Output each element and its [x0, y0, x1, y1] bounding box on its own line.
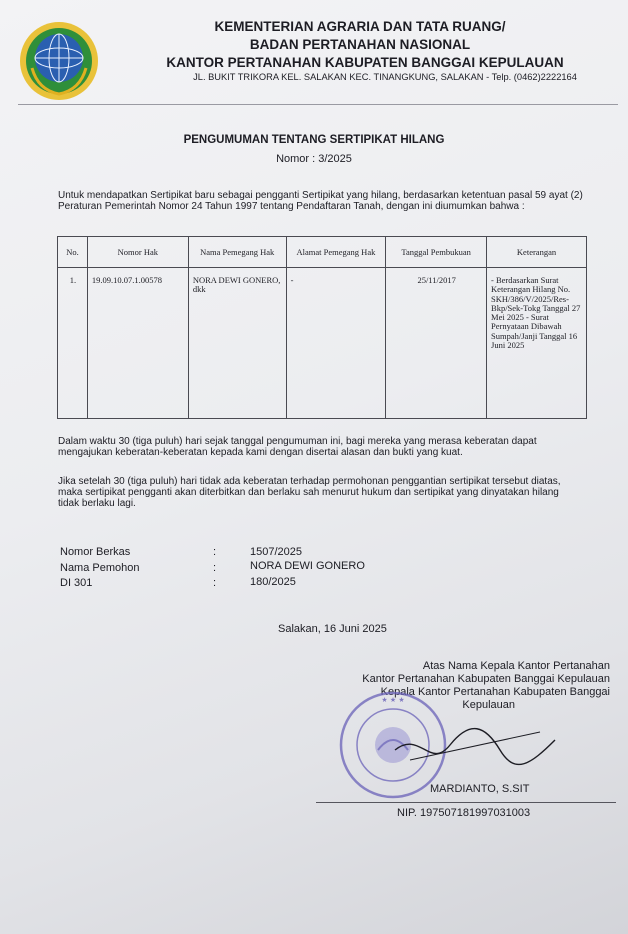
cell-nama: NORA DEWI GONERO, dkk	[188, 268, 286, 419]
column-header: Tanggal Pembukuan	[386, 237, 487, 268]
signatory-name: MARDIANTO, S.SIT	[430, 783, 530, 795]
header-divider	[18, 104, 618, 105]
bpn-logo-icon	[18, 20, 100, 102]
replacement-paragraph: Jika setelah 30 (tiga puluh) hari tidak ada keberatan terhadap permohonan penggantian sertipikat tersebut diatas, maka sertipikat pengganti akan diterbitkan dan berlaku sah menurut hukum dan sertipikat yang dinyatakan hilang tidak berlaku lagi.	[58, 476, 561, 509]
detail-colon: :	[213, 577, 217, 589]
header-office: KANTOR PERTANAHAN KABUPATEN BANGGAI KEPULAUAN	[166, 55, 564, 70]
detail-label: Nama Pemohon	[60, 562, 140, 574]
certificate-table	[57, 236, 587, 419]
detail-label: DI 301	[60, 577, 93, 589]
detail-value: 1507/2025	[250, 546, 302, 558]
column-header: Alamat Pemegang Hak	[286, 237, 386, 268]
cell-no: 1.	[58, 268, 88, 419]
svg-text:★ ★ ★: ★ ★ ★	[381, 696, 405, 704]
signature-divider	[316, 802, 616, 803]
signatory-line: Atas Nama Kepala Kantor Pertanahan	[422, 660, 610, 672]
cell-keterangan: - Berdasarkan Surat Keterangan Hilang No. SKH/386/V/2025/Res-Bkp/Sek-Tokg Tanggal 27 Mei 2025 - Surat Pernyataan Dibawah Sumpah/Janji Tanggal 16 Juni 2025	[487, 268, 587, 419]
signatory-nip: NIP. 197507181997031003	[397, 807, 531, 819]
header-agency: BADAN PERTANAHAN NASIONAL	[249, 37, 471, 52]
document-number: Nomor : 3/2025	[276, 153, 352, 165]
signatory-line: Kepulauan	[462, 699, 515, 711]
cell-tanggal: 25/11/2017	[386, 268, 487, 419]
header-ministry: KEMENTERIAN AGRARIA DAN TATA RUANG/	[214, 19, 506, 34]
detail-value: NORA DEWI GONERO	[250, 560, 365, 572]
objection-paragraph: Dalam waktu 30 (tiga puluh) hari sejak tanggal pengumuman ini, bagi mereka yang merasa keberatan dapat mengajukan keberatan-keberatan kepada kami dengan disertai alasan dan bukti yang kuat.	[58, 436, 537, 458]
signature-scribble-icon	[390, 720, 560, 780]
header-address: JL. BUKIT TRIKORA KEL. SALAKAN KEC. TINANGKUNG, SALAKAN - Telp. (0462)2222164	[193, 72, 577, 82]
intro-paragraph: Untuk mendapatkan Sertipikat baru sebagai pengganti Sertipikat yang hilang, berdasarkan ketentuan pasal 59 ayat (2) Peraturan Pemerintah Nomor 24 Tahun 1997 tentang Pendaftaran Tanah, dengan ini diumumkan bahwa :	[58, 190, 583, 212]
column-header: No.	[58, 237, 88, 268]
table-row	[58, 268, 587, 419]
signatory-line: Kantor Pertanahan Kabupaten Banggai Kepulauan	[362, 673, 610, 685]
cell-nomor-hak: 19.09.10.07.1.00578	[87, 268, 188, 419]
column-header: Nomor Hak	[87, 237, 188, 268]
document-title: PENGUMUMAN TENTANG SERTIPIKAT HILANG	[183, 134, 445, 146]
column-header: Nama Pemegang Hak	[188, 237, 286, 268]
column-header: Keterangan	[487, 237, 587, 268]
detail-colon: :	[213, 546, 217, 558]
place-date: Salakan, 16 Juni 2025	[278, 623, 387, 635]
signatory-line: Kepala Kantor Pertanahan Kabupaten Banggai	[380, 686, 610, 698]
detail-label: Nomor Berkas	[60, 546, 131, 558]
table-header-row	[58, 237, 587, 268]
detail-value: 180/2025	[250, 576, 296, 588]
detail-colon: :	[213, 562, 217, 574]
cell-alamat: -	[286, 268, 386, 419]
